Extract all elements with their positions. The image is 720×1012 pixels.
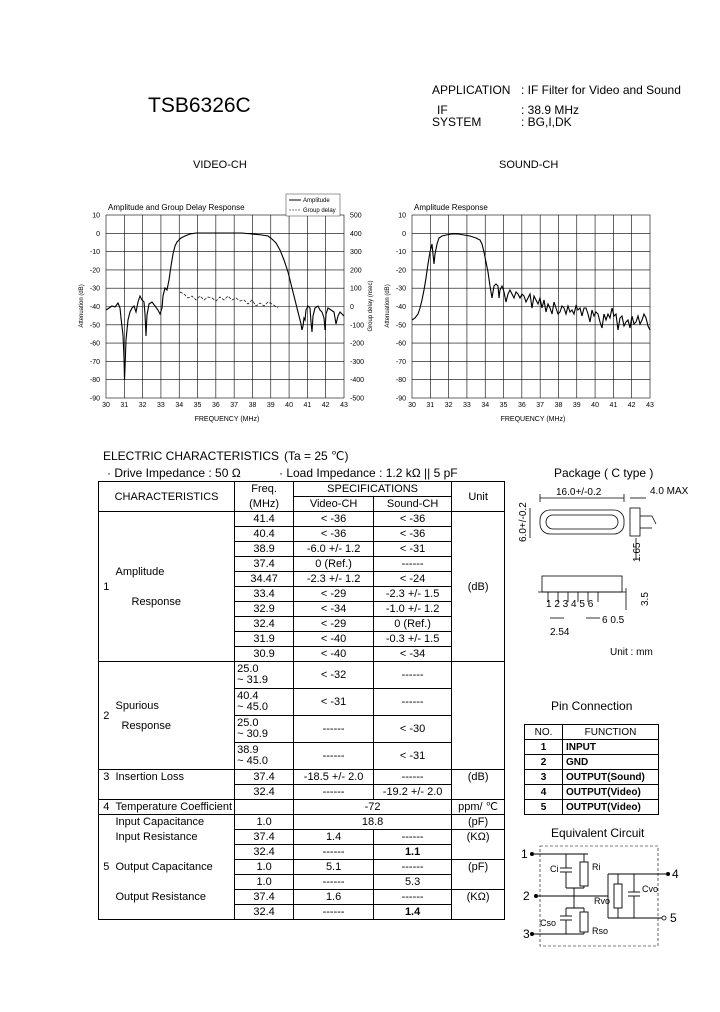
legend-amplitude: Amplitude	[303, 198, 330, 204]
y-tick-label: -50	[395, 322, 406, 330]
application-label: APPLICATION	[432, 83, 511, 97]
x-tick-label: 40	[285, 402, 293, 409]
y-right-tick-label: -100	[350, 322, 365, 330]
ins-video: -18.5 +/- 2.0	[294, 770, 374, 785]
spur-freq-from: 25.0	[237, 717, 259, 729]
group5-no: 5	[99, 815, 114, 920]
amp-sound: < -36	[374, 527, 452, 542]
x-tick-label: 35	[193, 402, 202, 409]
x-tick-label: 42	[627, 402, 636, 409]
input-res-video: 1.4	[294, 830, 374, 845]
output-cap-freq: 1.0	[235, 860, 294, 875]
amplitude-no: 1	[99, 512, 114, 662]
x-tick-label: 41	[303, 402, 312, 409]
x-tick-label: 38	[248, 402, 257, 409]
x-tick-label: 39	[572, 402, 581, 409]
video-ylabel-left: Attenuation (dB)	[79, 284, 85, 328]
amp-freq: 37.4	[235, 557, 294, 572]
part-number: TSB6326C	[148, 94, 251, 117]
output-cap-unit: (pF)	[452, 860, 505, 890]
spur-freq-to: ~ 45.0	[237, 701, 268, 713]
amp-sound: ------	[374, 557, 452, 572]
output-res-sound: ------	[374, 890, 452, 905]
amplitude-name-line1: Amplitude	[115, 565, 165, 578]
dim-height: 6.0+/-0.2	[518, 502, 529, 542]
input-res-sound: 1.1	[374, 845, 452, 860]
pin-function: OUTPUT(Video)	[563, 800, 659, 815]
system-label: SYSTEM	[432, 115, 482, 129]
amp-video: < -36	[294, 512, 374, 527]
amplitude-name	[114, 512, 235, 662]
amp-freq: 32.9	[235, 602, 294, 617]
spur-freq	[235, 716, 294, 743]
col-video: Video-CH	[294, 497, 374, 512]
x-tick-label: 33	[157, 402, 165, 409]
x-tick-label: 36	[211, 402, 220, 409]
amp-video: < -29	[294, 617, 374, 632]
video-chart-subtitle: Amplitude and Group Delay Response	[108, 203, 245, 212]
temperature-name: Temperature Coefficient	[114, 800, 235, 815]
if-value: : 38.9 MHz	[521, 103, 580, 117]
amp-freq: 38.9	[235, 542, 294, 557]
y-tick-label: -70	[395, 358, 406, 366]
y-tick-label: -20	[89, 267, 100, 275]
y-right-tick-label: -500	[350, 395, 365, 403]
amp-sound: < -31	[374, 542, 452, 557]
label-cvo: Cvo	[642, 884, 659, 894]
x-tick-label: 37	[536, 402, 545, 409]
label-ri: Ri	[592, 862, 601, 872]
pin-no: 1	[525, 740, 563, 755]
sound-ylabel-left: Attenuation (dB)	[385, 284, 391, 328]
label-cso: Cso	[540, 918, 557, 928]
y-tick-label: 10	[398, 212, 406, 220]
output-res-sound: 1.4	[374, 905, 452, 920]
unit-label: Unit : mm	[610, 647, 653, 658]
dim-length: 16.0+/-0.2	[556, 487, 602, 498]
amp-freq: 41.4	[235, 512, 294, 527]
ins-video: ------	[294, 785, 374, 800]
output-cap-sound: 5.3	[374, 875, 452, 890]
label-rvo: Rvo	[594, 896, 611, 906]
col-sound: Sound-CH	[374, 497, 452, 512]
pin-no: 4	[525, 785, 563, 800]
x-tick-label: 35	[499, 402, 508, 409]
amp-sound: -2.3 +/- 1.5	[374, 587, 452, 602]
spurious-name-line1: Spurious	[115, 699, 159, 712]
input-res-freq: 37.4	[235, 830, 294, 845]
amp-freq: 32.4	[235, 617, 294, 632]
y-tick-label: -30	[395, 285, 406, 293]
output-res-video: ------	[294, 905, 374, 920]
x-tick-label: 32	[444, 402, 453, 409]
spur-sound: < -30	[374, 716, 452, 743]
spur-freq-from: 38.9	[237, 744, 259, 756]
spur-freq-to: ~ 45.0	[237, 755, 268, 767]
pin-function: OUTPUT(Sound)	[563, 770, 659, 785]
pin-no: 2	[525, 755, 563, 770]
x-tick-label: 37	[230, 402, 239, 409]
temperature-unit: ppm/ ℃	[452, 800, 505, 815]
input-res-video: ------	[294, 845, 374, 860]
temperature-freq	[235, 800, 294, 815]
amp-sound: < -24	[374, 572, 452, 587]
y-right-tick-label: 0	[350, 304, 354, 311]
y-right-tick-label: -300	[350, 358, 365, 366]
video-chart-title: VIDEO-CH	[193, 159, 247, 171]
amp-video: < -34	[294, 602, 374, 617]
spur-video: ------	[294, 716, 374, 743]
pin-numbers: 1 2 3 4 5 6	[546, 599, 594, 610]
sound-xlabel: FREQUENCY (MHz)	[500, 416, 566, 423]
ins-freq: 37.4	[235, 770, 294, 785]
amp-freq: 31.9	[235, 632, 294, 647]
spurious-name-line2: Response	[121, 719, 172, 732]
spur-freq	[235, 743, 294, 770]
x-tick-label: 33	[463, 402, 471, 409]
label-ci: Ci	[550, 864, 559, 874]
drive-impedance: · Drive Impedance : 50 Ω	[107, 466, 241, 480]
y-tick-label: -10	[89, 249, 100, 257]
amplitude-name-line2: Response	[131, 595, 182, 608]
y-tick-label: -60	[395, 340, 406, 348]
node-3: 3	[523, 927, 530, 941]
node-2: 2	[523, 889, 530, 903]
y-tick-label: -20	[395, 267, 406, 275]
y-tick-label: 0	[96, 230, 100, 238]
col-unit: Unit	[452, 482, 505, 512]
electric-condition: (Ta = 25 ℃)	[284, 449, 349, 463]
package-title: Package ( C type )	[554, 466, 654, 480]
amp-sound: < -34	[374, 647, 452, 662]
output-cap-sound: ------	[374, 860, 452, 875]
y-right-tick-label: 300	[350, 249, 362, 257]
output-cap-video: ------	[294, 875, 374, 890]
amp-video: < -40	[294, 632, 374, 647]
dim-depth: 4.0 MAX	[650, 486, 689, 497]
y-right-tick-label: 200	[350, 267, 362, 275]
y-right-tick-label: -400	[350, 377, 365, 385]
input-cap-unit: (pF)	[452, 815, 505, 830]
video-group-delay-curve	[180, 292, 278, 308]
sound-amplitude-curve	[412, 234, 650, 330]
amp-video: -2.3 +/- 1.2	[294, 572, 374, 587]
input-cap-value: 18.8	[294, 815, 452, 830]
col-specifications: SPECIFICATIONS	[294, 482, 452, 497]
amp-freq: 34.47	[235, 572, 294, 587]
x-tick-label: 38	[554, 402, 563, 409]
dim-pin: 3.5	[640, 592, 651, 606]
spur-freq	[235, 689, 294, 716]
spur-freq-from: 40.4	[237, 690, 259, 702]
temperature-value: -72	[294, 800, 452, 815]
spur-freq	[235, 662, 294, 689]
electric-title: ELECTRIC CHARACTERISTICS	[103, 449, 280, 463]
amplitude-unit: (dB)	[452, 512, 505, 662]
video-xlabel: FREQUENCY (MHz)	[194, 416, 260, 423]
ins-sound: ------	[374, 770, 452, 785]
output-res-unit: (KΩ)	[452, 890, 505, 920]
amp-sound: -0.3 +/- 1.5	[374, 632, 452, 647]
sound-chart-title: SOUND-CH	[499, 159, 559, 171]
input-res-unit: (KΩ)	[452, 830, 505, 860]
x-tick-label: 40	[591, 402, 599, 409]
y-tick-label: -60	[89, 340, 100, 348]
electric-characteristics-table	[98, 481, 505, 920]
spur-sound: ------	[374, 662, 452, 689]
y-tick-label: -90	[395, 395, 406, 403]
spurious-name	[114, 662, 235, 770]
video-ylabel-right: Group delay (nsec)	[368, 280, 374, 332]
pin-function: OUTPUT(Video)	[563, 785, 659, 800]
x-tick-label: 30	[408, 402, 416, 409]
output-cap-name: Output Capacitance	[114, 860, 235, 890]
amp-video: 0 (Ref.)	[294, 557, 374, 572]
equivalent-circuit-title: Equivalent Circuit	[551, 826, 645, 840]
if-label: IF	[437, 103, 448, 117]
package-drawing	[516, 480, 706, 660]
output-res-video: 1.6	[294, 890, 374, 905]
sound-chart-subtitle: Amplitude Response	[414, 203, 488, 212]
equivalent-circuit	[518, 842, 688, 952]
input-cap-name: Input Capacitance	[114, 815, 235, 830]
input-res-name: Input Resistance	[114, 830, 235, 860]
x-tick-label: 34	[481, 402, 490, 409]
amp-sound: < -36	[374, 512, 452, 527]
amp-video: -6.0 +/- 1.2	[294, 542, 374, 557]
amp-sound: 0 (Ref.)	[374, 617, 452, 632]
dim-pitch: 2.54	[550, 627, 570, 638]
amp-freq: 40.4	[235, 527, 294, 542]
x-tick-label: 31	[120, 402, 129, 409]
amp-video: < -36	[294, 527, 374, 542]
x-tick-label: 30	[102, 402, 110, 409]
spurious-unit	[452, 662, 505, 770]
output-cap-freq: 1.0	[235, 875, 294, 890]
y-tick-label: 10	[92, 212, 100, 220]
legend-group-delay: Group delay	[303, 208, 336, 214]
ins-sound: -19.2 +/- 2.0	[374, 785, 452, 800]
pin-header-no: NO.	[525, 725, 563, 740]
node-1: 1	[521, 847, 528, 861]
spurious-no: 2	[99, 662, 114, 770]
amp-video: < -29	[294, 587, 374, 602]
x-tick-label: 34	[175, 402, 184, 409]
system-value: : BG,I,DK	[521, 115, 572, 129]
spur-freq-to: ~ 31.9	[237, 674, 268, 686]
x-tick-label: 43	[340, 402, 348, 409]
spur-video: < -32	[294, 662, 374, 689]
amp-video: < -40	[294, 647, 374, 662]
insertion-name: Insertion Loss	[114, 770, 235, 800]
pin-function: INPUT	[563, 740, 659, 755]
insertion-unit: (dB)	[452, 770, 505, 800]
y-right-tick-label: 500	[350, 212, 362, 220]
load-impedance: · Load Impedance : 1.2 kΩ || 5 pF	[279, 466, 458, 480]
dim-lead: 1.65	[632, 542, 643, 562]
x-tick-label: 39	[266, 402, 275, 409]
x-tick-label: 31	[426, 402, 435, 409]
insertion-no: 3	[99, 770, 114, 800]
x-tick-label: 43	[646, 402, 654, 409]
amp-freq: 30.9	[235, 647, 294, 662]
output-cap-video: 5.1	[294, 860, 374, 875]
y-tick-label: -90	[89, 395, 100, 403]
temperature-no: 4	[99, 800, 114, 815]
input-res-freq: 32.4	[235, 845, 294, 860]
label-rso: Rso	[592, 926, 609, 936]
col-freq-1: Freq.	[235, 482, 294, 497]
spur-sound: ------	[374, 689, 452, 716]
input-cap-freq: 1.0	[235, 815, 294, 830]
spur-video: ------	[294, 743, 374, 770]
amp-sound: -1.0 +/- 1.2	[374, 602, 452, 617]
y-right-tick-label: 100	[350, 285, 362, 293]
spur-freq-to: ~ 30.9	[237, 728, 268, 740]
x-tick-label: 36	[517, 402, 526, 409]
y-tick-label: 0	[402, 230, 406, 238]
video-chart	[72, 190, 372, 426]
output-res-name: Output Resistance	[114, 890, 235, 920]
y-tick-label: -70	[89, 358, 100, 366]
pin-function: GND	[563, 755, 659, 770]
y-tick-label: -50	[89, 322, 100, 330]
y-right-tick-label: 400	[350, 230, 362, 238]
y-tick-label: -40	[89, 304, 100, 311]
sound-chart	[378, 190, 668, 426]
pin-connection-table	[524, 724, 659, 815]
y-tick-label: -80	[89, 377, 100, 385]
amp-freq: 33.4	[235, 587, 294, 602]
output-res-freq: 37.4	[235, 890, 294, 905]
node-5: 5	[670, 911, 677, 925]
pin-no: 5	[525, 800, 563, 815]
x-tick-label: 42	[321, 402, 330, 409]
spur-sound: < -31	[374, 743, 452, 770]
output-res-freq: 32.4	[235, 905, 294, 920]
spur-video: < -31	[294, 689, 374, 716]
spur-freq-from: 25.0	[237, 663, 259, 675]
video-legend	[286, 194, 340, 216]
input-res-sound: ------	[374, 830, 452, 845]
y-tick-label: -10	[395, 249, 406, 257]
y-right-tick-label: -200	[350, 340, 365, 348]
ins-freq: 32.4	[235, 785, 294, 800]
pin-no: 3	[525, 770, 563, 785]
y-tick-label: -30	[89, 285, 100, 293]
y-tick-label: -40	[395, 304, 406, 311]
x-tick-label: 41	[609, 402, 618, 409]
pin-header-function: FUNCTION	[563, 725, 659, 740]
col-characteristics: CHARACTERISTICS	[99, 482, 235, 512]
node-4: 4	[672, 867, 679, 881]
col-freq-2: (MHz)	[235, 497, 294, 512]
pin-connection-title: Pin Connection	[551, 699, 633, 713]
application-value: : IF Filter for Video and Sound	[521, 83, 681, 97]
y-tick-label: -80	[395, 377, 406, 385]
x-tick-label: 32	[138, 402, 147, 409]
dim-spacing: 6 0.5	[602, 615, 625, 626]
